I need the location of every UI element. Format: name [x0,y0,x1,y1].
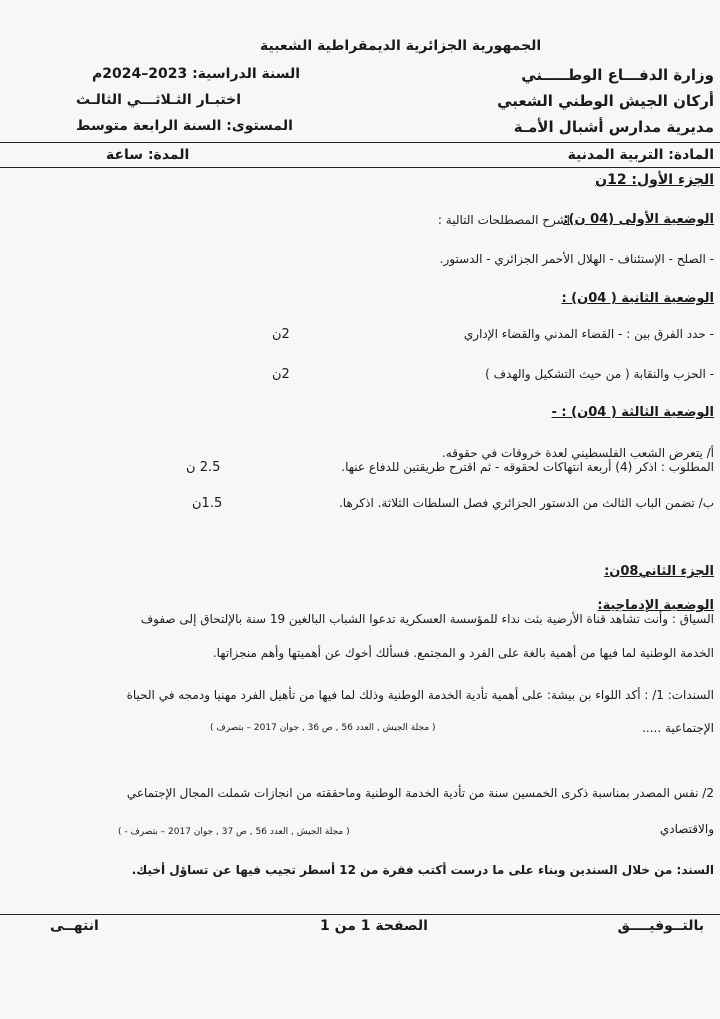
s3-a: أ/ يتعرض الشعب الفلسطيني لعدة خروقات في حقوقه. [441,446,714,460]
s3-title: الوضعية الثالثة ( 04ن) : - [551,405,714,420]
part2-title: الجزء الثاني08ن: [604,564,714,579]
subject: المادة: التربية المدنية [567,147,714,163]
s1-title: الوضعية الأولى (04 ن): [563,212,714,227]
s3-required: المطلوب : اذكر (4) أربعة انتهاكات لحقوقه - ثم اقترح طريقتين للدفاع عنها. [341,460,714,474]
s2-q1: - حدد الفرق بين : - القضاء المدني والقضاء الإداري [463,327,714,341]
s2-title: الوضعية الثانية ( 04ن) : [561,291,714,306]
general-staff: أركان الجيش الوطني الشعبي [497,92,714,110]
exam-title: اختبـار الثـلاثـــي الثالـث [76,92,242,108]
s3-b-points: 1.5ن [192,496,223,511]
doc1-line-2: الإجتماعية ..... [642,721,714,735]
doc2-source: ( مجلة الجيش , العدد 56 , ص 37 , جوان 2017 – بتصرف - ) [118,827,350,837]
republic-title: الجمهورية الجزائرية الديمقراطية الشعبية [260,38,542,54]
s2-q2-points: 2ن [272,367,290,382]
s3-required-points: 2.5 ن [186,460,221,475]
task: السند: من خلال السندين وبناء على ما درست أكتب فقرة من 12 أسطر تجيب فيها عن تساؤل أخيك. [131,863,714,877]
level: المستوى: السنة الرابعة متوسط [76,118,293,134]
header-divider [0,142,720,143]
directorate: مديرية مدارس أشبال الأمـة [513,118,714,136]
page-number: الصفحة 1 من 1 [320,918,428,934]
subject-divider [0,167,720,168]
s2-q2: - الحزب والنقابة ( من حيث التشكيل والهدف ) [485,367,714,381]
part1-title: الجزء الأول: 12ن [595,172,714,188]
s1-terms: - الصلح - الإستئناف - الهلال الأحمر الجزائري - الدستور. [439,252,714,266]
s3-b: ب/ تضمن الباب الثالث من الدستور الجزائري فصل السلطات الثلاثة. اذكرها. [338,496,714,510]
context-line-1: السياق : وأنت تشاهد قناة الأرضية بثت نداء للمؤسسة العسكرية تدعوا الشباب البالغين 19 سنة بالإلتحاق إلى صفوف [140,612,714,626]
integ-title: الوضعية الإدماجية: [597,598,714,613]
doc2-line-1: 2/ نفس المصدر بمناسبة ذكرى الخمسين سنة من تأدية الخدمة الوطنية وماحققته من انجازات شملت المجال الإجتماعي [126,786,714,800]
good-luck: بالتــوفيــــق [617,918,704,934]
end-label: انتهــى [50,918,99,934]
doc1-line-1: السندات: 1/ : أكد اللواء بن بيشة: على أهمية تأدية الخدمة الوطنية وذلك لما فيها من تأهيل الفرد مهنيا ودمجه في الحياة [126,688,714,702]
school-year: السنة الدراسية: 2023–2024م [92,66,301,82]
doc2-line-2: والاقتصادي [659,822,714,836]
doc1-source: ( مجلة الجيش , العدد 56 , ص 36 , جوان 2017 – بتصرف ) [210,723,436,733]
ministry: وزارة الدفـــاع الوطـــــني [521,66,714,84]
context-line-2: الخدمة الوطنية لما فيها من أهمية بالغة على الفرد و المجتمع. فسألك أخوك عن أهميتها وأهم منجزاتها. [212,646,714,660]
s1-instruction: اشرح المصطلحات التالية : [437,213,570,227]
footer-divider [0,914,720,915]
s2-q1-points: 2ن [272,327,290,342]
duration: المدة: ساعة [106,147,190,163]
